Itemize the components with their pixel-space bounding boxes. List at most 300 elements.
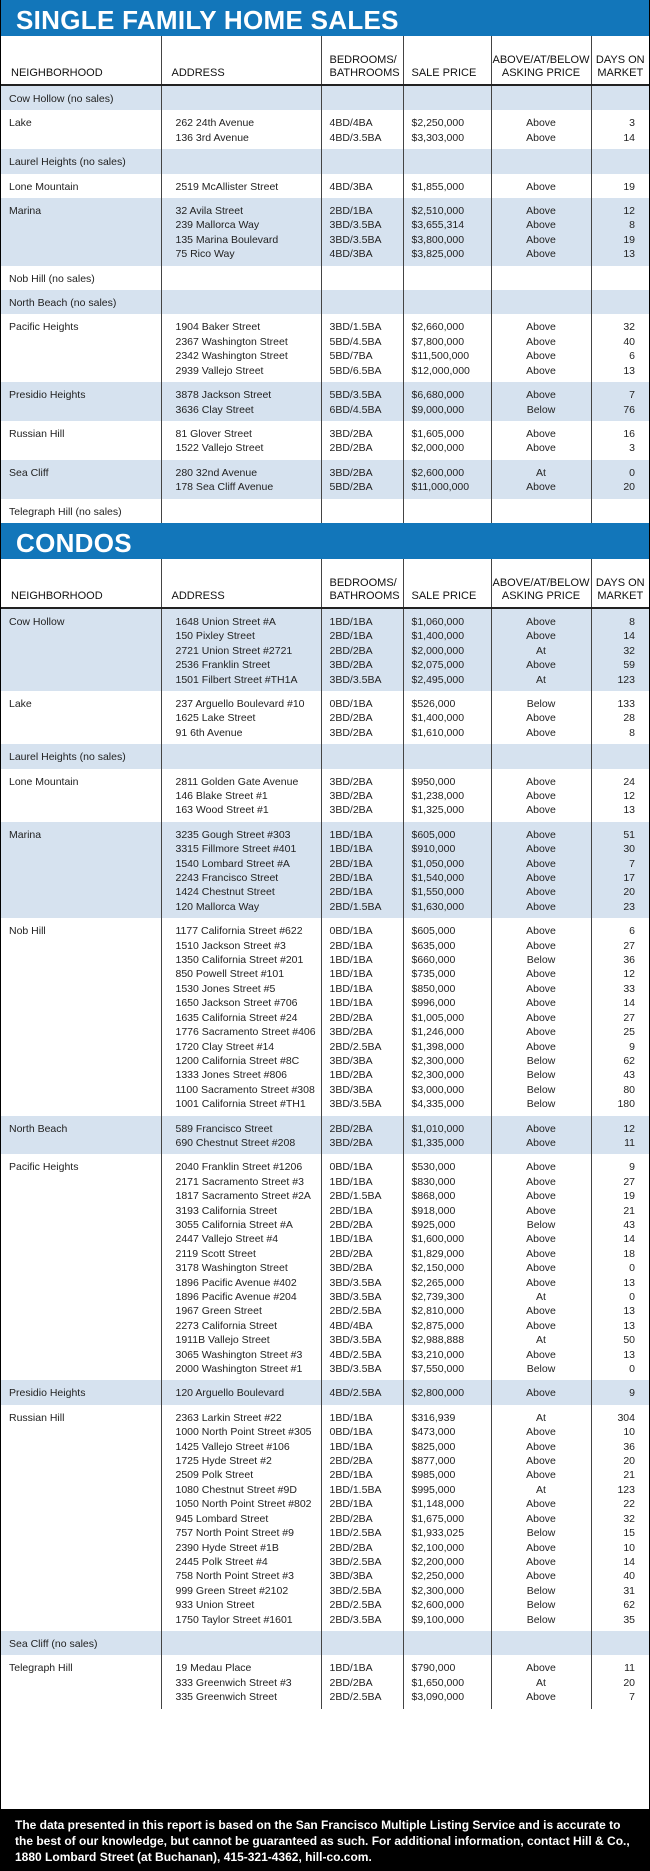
asking-status-cell [491,460,591,499]
neighborhood-name: Russian Hill [9,1411,65,1424]
neighborhood-name: Sea Cliff [1,460,161,499]
asking-status: Above [526,117,556,130]
bed-bath: 3BD/2BA [329,1262,373,1275]
sale-price: $1,335,000 [411,1136,465,1149]
asking-status: Below [526,1613,556,1626]
days-on-market-cell [591,769,649,822]
sale-price: $6,680,000 [411,389,465,402]
sale-price: $2,300,000 [411,1054,465,1067]
sale-price-cell [403,174,491,198]
sale-price: $850,000 [411,982,456,995]
sale-price: $1,148,000 [411,1498,465,1511]
days-on-market: 12 [623,205,635,218]
bed-bath: 2BD/1BA [329,1498,373,1511]
bed-bath-cell [321,608,403,691]
bed-bath: 3BD/2.5BA [329,1555,382,1568]
days-on-market: 10 [623,1426,635,1439]
days-on-market-cell [591,691,649,744]
sale-price: $1,398,000 [411,1040,465,1053]
neighborhood-name: Presidio Heights [1,1380,161,1404]
bed-bath: 2BD/1.5BA [329,900,382,913]
bed-bath-cell [321,382,403,421]
asking-status-cell [491,822,591,918]
sale-price: $1,238,000 [411,790,465,802]
asking-status-cell [491,499,591,523]
bed-bath: 2BD/1BA [329,857,373,870]
sale-price: $1,855,000 [411,180,465,193]
bed-bath: 2BD/2BA [329,1676,373,1689]
days-on-market: 30 [623,843,635,856]
column-header-neighborhood: NEIGHBORHOOD [1,559,161,608]
days-on-market: 9 [629,1161,635,1174]
asking-status: Above [526,857,556,870]
bed-bath: 3BD/3.5BA [329,219,382,232]
sale-price-cell [403,460,491,499]
days-on-market: 23 [623,900,635,913]
asking-status: Below [526,1069,556,1082]
address: 1177 California Street #622 [175,925,303,938]
days-on-market: 0 [629,466,635,479]
bed-bath-cell [321,1154,403,1380]
asking-status: Below [526,954,556,967]
days-on-market: 8 [629,726,635,739]
days-on-market: 19 [623,233,635,246]
sale-price-cell [403,198,491,266]
address: 3636 Clay Street [175,403,254,416]
asking-status: Above [526,1175,556,1188]
sale-price: $1,550,000 [411,886,465,899]
address: 2519 McAllister Street [175,180,279,193]
asking-status: Above [526,1570,556,1583]
address: 3878 Jackson Street [175,389,272,402]
days-on-market: 21 [623,1469,635,1482]
column-header-bed-bath: BEDROOMS/ BATHROOMS [321,36,403,85]
days-on-market: 13 [623,1319,635,1332]
days-on-market: 18 [623,1247,635,1260]
days-on-market: 14 [623,1555,635,1568]
days-on-market: 14 [623,997,635,1010]
days-on-market-cell [591,382,649,421]
address: 2119 Scott Street [175,1247,256,1260]
address: 1650 Jackson Street #706 [175,997,298,1010]
address: 237 Arguello Boulevard #10 [175,697,305,710]
address: 1625 Lake Street [175,712,256,725]
bed-bath: 3BD/3.5BA [329,1363,382,1376]
asking-status-cell [491,421,591,460]
sale-price: $2,300,000 [411,1069,465,1082]
days-on-market: 0 [629,1291,635,1303]
address: 3065 Washington Street #3 [175,1348,303,1361]
bed-bath: 2BD/2.5BA [329,1040,382,1053]
asking-status-cell [491,769,591,822]
days-on-market: 16 [623,427,635,440]
address: 933 Union Street [175,1599,255,1612]
sale-price: $950,000 [411,775,456,788]
address: 32 Avila Street [175,205,244,218]
address: 3055 California Street #A [175,1218,293,1231]
asking-status-cell [491,382,591,421]
neighborhood-row [1,85,649,110]
days-on-market: 12 [623,790,635,802]
address-cell [161,382,321,421]
neighborhood-row [1,608,649,691]
address: 1350 California Street #201 [175,954,304,967]
neighborhood-row [1,198,649,266]
sale-price-cell [403,691,491,744]
neighborhood-row [1,149,649,173]
sale-price: $2,660,000 [411,321,465,334]
address: 1635 California Street #24 [175,1011,298,1024]
address-cell [161,1405,321,1631]
address-cell [161,421,321,460]
sale-price: $473,000 [411,1426,456,1439]
address-cell [161,1116,321,1155]
bed-bath: 5BD/6.5BA [329,364,382,377]
sale-price: $1,246,000 [411,1026,465,1039]
neighborhood-row [1,290,649,314]
address: 1725 Hyde Street #2 [175,1455,272,1468]
asking-status: Above [526,205,556,218]
bed-bath: 3BD/1.5BA [329,321,382,334]
days-on-market: 9 [629,1387,635,1400]
address: 136 3rd Avenue [175,131,249,144]
days-on-market: 35 [623,1613,635,1626]
sale-price: $910,000 [411,843,456,856]
asking-status: Above [526,615,556,628]
asking-status: Above [526,1498,556,1511]
address: 2939 Vallejo Street [175,364,264,377]
days-on-market: 13 [623,1276,635,1289]
sale-price-cell [403,1631,491,1655]
days-on-market: 80 [623,1083,635,1096]
days-on-market-cell [591,1405,649,1631]
bed-bath: 3BD/2BA [329,726,373,739]
sale-price: $1,650,000 [411,1676,465,1689]
days-on-market-cell [591,174,649,198]
sale-price: $605,000 [411,828,456,841]
sale-price: $2,000,000 [411,442,465,455]
bed-bath-cell [321,1380,403,1404]
asking-status: Above [526,1161,556,1174]
asking-status: Above [526,968,556,981]
days-on-market: 20 [623,886,635,899]
asking-status: Above [526,775,556,788]
bed-bath: 1BD/1BA [329,615,373,628]
neighborhood-name: Cow Hollow (no sales) [1,85,161,110]
sale-price: $2,200,000 [411,1555,465,1568]
asking-status-cell [491,266,591,290]
asking-status: Above [526,828,556,841]
days-on-market: 304 [617,1411,635,1424]
sale-price-cell [403,608,491,691]
asking-status: Above [526,1387,556,1400]
address: 1750 Taylor Street #1601 [175,1613,293,1626]
bed-bath: 1BD/1BA [329,982,373,995]
sale-price: $2,739,300 [411,1291,465,1303]
sale-price: $868,000 [411,1190,456,1203]
column-header-sale-price: SALE PRICE [403,36,491,85]
sale-price: $3,655,314 [411,219,465,232]
days-on-market: 36 [623,1440,635,1453]
days-on-market: 22 [623,1498,635,1511]
days-on-market: 17 [623,872,635,885]
column-header-address: ADDRESS [161,559,321,608]
neighborhood-name: Lone Mountain [9,775,79,788]
asking-status: Above [526,630,556,643]
sale-price: $1,630,000 [411,900,465,913]
address: 135 Marina Boulevard [175,233,279,246]
asking-status: Above [526,1190,556,1203]
bed-bath: 3BD/2BA [329,804,373,817]
disclaimer-footer: The data presented in this report is based on the San Francisco Multiple Listing Service and is accurate to the best of our knowledge, but cannot be guaranteed as such. For additional information, contact Hill & Co., 1880 Lombard Street (at Buchanan), 415-321-4362, hill-co.com. [1,1809,649,1871]
asking-status: Above [526,1691,556,1704]
sale-price-cell [403,1380,491,1404]
sale-price: $3,090,000 [411,1691,465,1704]
days-on-market: 13 [623,1348,635,1361]
bed-bath: 0BD/1BA [329,1426,373,1439]
days-on-market: 62 [623,1599,635,1612]
address: 2721 Union Street #2721 [175,644,293,657]
address: 2536 Franklin Street [175,659,271,672]
bed-bath-cell [321,691,403,744]
days-on-market: 14 [623,630,635,643]
sale-price: $1,400,000 [411,712,465,725]
sale-price: $918,000 [411,1204,456,1217]
asking-status: Above [526,321,556,334]
address: 999 Green Street #2102 [175,1584,289,1597]
days-on-market-cell [591,1154,649,1380]
column-header-asking: ABOVE/AT/BELOW ASKING PRICE [491,559,591,608]
asking-status: Above [526,1040,556,1053]
bed-bath: 2BD/1BA [329,886,373,899]
days-on-market-cell [591,918,649,1115]
address-cell [161,460,321,499]
column-header-asking: ABOVE/AT/BELOW ASKING PRICE [491,36,591,85]
address: 1425 Vallejo Street #106 [175,1440,290,1453]
asking-status: At [536,1334,546,1347]
sale-price: $3,800,000 [411,233,465,246]
asking-status: Above [526,1247,556,1260]
days-on-market: 8 [629,615,635,628]
sale-price-cell [403,290,491,314]
sale-price: $2,075,000 [411,659,465,672]
sale-price-cell [403,1405,491,1631]
neighborhood-row [1,460,649,499]
header-row [1,559,649,608]
sale-price: $11,000,000 [411,481,470,494]
neighborhood-name: Laurel Heights (no sales) [1,149,161,173]
asking-status: Above [526,233,556,246]
asking-status: Above [526,925,556,938]
days-on-market: 43 [623,1069,635,1082]
bed-bath: 2BD/1.5BA [329,1190,382,1203]
days-on-market: 123 [617,1483,635,1496]
address-cell [161,499,321,523]
address: 2811 Golden Gate Avenue [175,775,299,788]
bed-bath: 1BD/1BA [329,968,373,981]
sale-price: $1,933,025 [411,1527,465,1540]
address: 2273 California Street [175,1319,278,1332]
days-on-market: 133 [617,697,635,710]
address: 178 Sea Cliff Avenue [175,481,274,494]
asking-status: Above [526,1136,556,1149]
asking-status: Above [526,1026,556,1039]
sale-price: $1,675,000 [411,1512,465,1525]
sale-price: $2,600,000 [411,466,465,479]
bed-bath: 3BD/2.5BA [329,1584,382,1597]
days-on-market: 19 [623,180,635,193]
asking-status: Above [526,131,556,144]
address: 758 North Point Street #3 [175,1570,294,1583]
bed-bath: 1BD/1.5BA [329,1483,382,1496]
neighborhood-row [1,174,649,198]
address: 2040 Franklin Street #1206 [175,1161,303,1174]
asking-status-cell [491,608,591,691]
asking-status: Below [526,1098,556,1111]
asking-status-cell [491,918,591,1115]
neighborhood-row [1,1116,649,1155]
asking-status: Above [526,900,556,913]
sale-price: $316,939 [411,1411,456,1424]
days-on-market: 32 [623,1512,635,1525]
days-on-market: 6 [629,350,635,363]
bed-bath-cell [321,174,403,198]
asking-status-cell [491,744,591,768]
asking-status: Above [526,1011,556,1024]
bed-bath: 3BD/3.5BA [329,1334,382,1347]
sale-price: $1,400,000 [411,630,465,643]
neighborhood-name: Marina [1,198,161,266]
asking-status: Above [526,248,556,261]
sale-price-cell [403,1154,491,1380]
sale-price: $2,250,000 [411,1570,465,1583]
address: 1817 Sacramento Street #2A [175,1190,311,1203]
address: 1896 Pacific Avenue #204 [175,1291,297,1303]
neighborhood-name: Marina [1,822,161,918]
days-on-market-cell [591,266,649,290]
sale-price: $1,005,000 [411,1011,465,1024]
asking-status: Below [526,1527,556,1540]
address-cell [161,1655,321,1708]
sale-price: $1,010,000 [411,1122,465,1135]
days-on-market: 59 [623,659,635,672]
days-on-market-cell [591,1380,649,1404]
address: 262 24th Avenue [175,117,255,130]
bed-bath: 1BD/1BA [329,1411,373,1424]
bed-bath: 3BD/3.5BA [329,673,382,686]
sale-price: $830,000 [411,1175,456,1188]
days-on-market: 12 [623,1122,635,1135]
address-cell [161,1380,321,1404]
neighborhood-name: Laurel Heights (no sales) [1,744,161,768]
bed-bath: 2BD/2BA [329,1218,373,1231]
bed-bath: 6BD/4.5BA [329,403,382,416]
neighborhood-name: Sea Cliff (no sales) [1,1631,161,1655]
neighborhood-row [1,1631,649,1655]
sale-price: $735,000 [411,968,456,981]
neighborhood-name: Telegraph Hill [9,1662,73,1675]
sale-price: $3,000,000 [411,1083,465,1096]
bed-bath: 2BD/2BA [329,1011,373,1024]
days-on-market-cell [591,421,649,460]
sale-price-cell [403,85,491,110]
bed-bath: 2BD/2.5BA [329,1599,382,1612]
days-on-market: 20 [623,1676,635,1689]
address: 1333 Jones Street #806 [175,1069,288,1082]
address: 120 Mallorca Way [175,900,260,913]
days-on-market: 13 [623,364,635,377]
sale-price: $2,875,000 [411,1319,465,1332]
address-cell [161,149,321,173]
asking-status: Above [526,219,556,232]
bed-bath: 2BD/1BA [329,1204,373,1217]
neighborhood-row [1,1154,649,1380]
days-on-market: 7 [629,389,635,402]
bed-bath: 3BD/2BA [329,775,373,788]
address-cell [161,110,321,149]
days-on-market: 14 [623,1233,635,1246]
bed-bath-cell [321,918,403,1115]
sale-price: $2,265,000 [411,1276,465,1289]
neighborhood-row [1,421,649,460]
bed-bath: 4BD/2.5BA [329,1348,382,1361]
asking-status: At [536,644,546,657]
days-on-market: 7 [629,857,635,870]
column-header-dom: DAYS ON MARKET [591,559,649,608]
asking-status: Above [526,804,556,817]
sale-price: $790,000 [411,1662,456,1675]
sale-price-cell [403,918,491,1115]
asking-status: Above [526,180,556,193]
asking-status: Above [526,1319,556,1332]
sales-table [1,36,649,523]
address: 3315 Fillmore Street #401 [175,843,297,856]
asking-status: At [536,1676,546,1689]
bed-bath: 0BD/1BA [329,1161,373,1174]
days-on-market-cell [591,149,649,173]
bed-bath: 1BD/1BA [329,1662,373,1675]
days-on-market: 36 [623,954,635,967]
bed-bath-cell [321,198,403,266]
address: 19 Medau Place [175,1662,252,1675]
asking-status-cell [491,1116,591,1155]
asking-status-cell [491,85,591,110]
asking-status-cell [491,1405,591,1631]
sale-price: $1,060,000 [411,615,465,628]
bed-bath: 1BD/1BA [329,954,373,967]
asking-status-cell [491,174,591,198]
column-header-bed-bath: BEDROOMS/ BATHROOMS [321,559,403,608]
sale-price: $2,600,000 [411,1599,465,1612]
bed-bath: 3BD/3BA [329,1570,373,1583]
asking-status: Above [526,982,556,995]
sale-price: $530,000 [411,1161,456,1174]
section-title: CONDOS [1,523,649,559]
address: 1967 Green Street [175,1305,262,1318]
address-cell [161,198,321,266]
asking-status: At [536,1483,546,1496]
column-header-dom: DAYS ON MARKET [591,36,649,85]
days-on-market: 28 [623,712,635,725]
days-on-market: 24 [623,775,635,788]
neighborhood-name: North Beach [1,1116,161,1155]
neighborhood-name: Lake [9,697,32,710]
days-on-market-cell [591,460,649,499]
address: 2342 Washington Street [175,350,288,363]
address-cell [161,290,321,314]
neighborhood-row [1,691,649,744]
sale-price: $2,250,000 [411,117,465,130]
